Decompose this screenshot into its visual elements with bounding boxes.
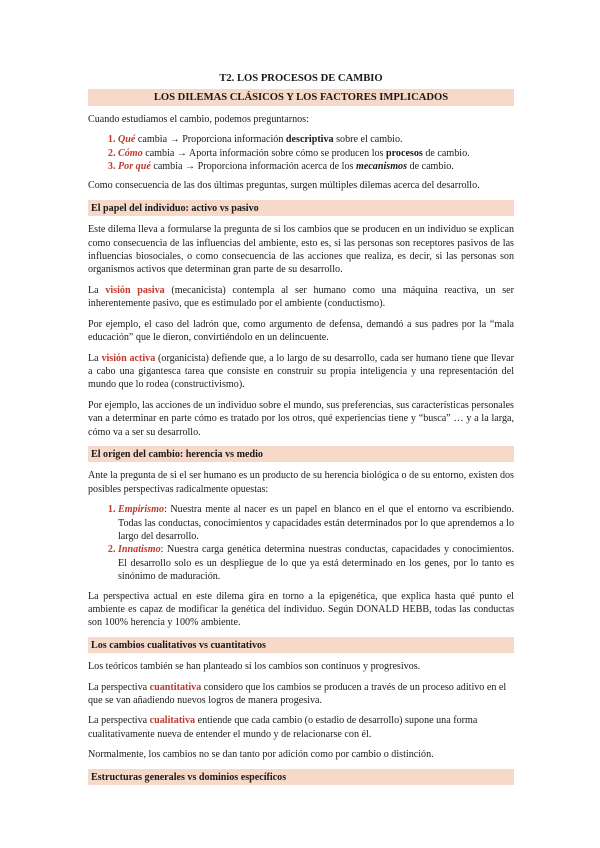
sec3-paragraph-4: Normalmente, los cambios no se dan tanto por adición como por cambio o distinción. (88, 749, 434, 761)
question-item-que: 1. Qué cambia → Proporciona información descriptiva sobre el cambio. (118, 133, 514, 146)
perspectives-list (88, 503, 514, 583)
sec1-paragraph-2: La visión pasiva (mecanicista) contempla al ser humano como una máquina reactiva, un ser inherentemente pasivo, que es estimulado por el ambiente (conductismo). (88, 284, 514, 310)
sec1-paragraph-4: La visión activa (organicista) defiende que, a lo largo de su desarrollo, cada ser humano tiene que llevar a cabo una gigantesca tarea que consiste en construir su propia inteligencia y una representación del mundo que lo rodea (constructivismo). (88, 352, 514, 391)
sec1-paragraph-1: Este dilema lleva a formularse la pregunta de si los cambios que se producen en un individuo se explican como consecuencia de las influencias del ambiente, esto es, si las personas son receptores pasivos de las influencias biosociales, o como consecuencia de las acciones que realiza, es decir, si las personas son organismos activos que determinan gran parte de su desarrollo. (88, 224, 514, 276)
perspective-item-empirismo: 1. Empirismo: Nuestra mente al nacer es un papel en blanco en el que el entorno va escribiendo. Todas las conductas, conocimientos y capacidades están determinados por lo que aprendemos a lo largo del desarrollo. (118, 503, 514, 543)
sec3-paragraph-1: Los teóricos también se han planteado si los cambios son continuos y progresivos. (88, 661, 421, 673)
perspective-item-innatismo: 2. Innatismo: Nuestra carga genética determina nuestras conductas, capacidades y conocimientos. El desarrollo solo es un despliegue de lo que ya está determinado en los genes, por lo tanto es sinónimo de maduración. (118, 543, 514, 583)
intro-paragraph: Cuando estudiamos el cambio, podemos preguntarnos: (88, 113, 309, 125)
sec2-paragraph-1: Ante la pregunta de si el ser humano es un producto de su herencia biológica o de su entorno, existen dos posibles perspectivas radicalmente opuestas: (88, 470, 514, 495)
section-heading-estructuras-dominios: Estructuras generales vs dominios específicos (88, 769, 514, 785)
document-page (88, 72, 514, 792)
section-heading-herencia-medio: El origen del cambio: herencia vs medio (88, 446, 514, 462)
section-heading-cualitativos-cuantitativos: Los cambios cualitativos vs cuantitativos (88, 637, 514, 653)
questions-list (88, 133, 514, 173)
sec2-paragraph-2: La perspectiva actual en este dilema gira en torno a la epigenética, que explica hasta qué punto el ambiente es capaz de modificar la genética del individuo. Según DONALD HEBB, todas las conductas son 100% herencia y 100% ambiente. (88, 590, 514, 629)
intro-after-paragraph: Como consecuencia de las dos últimas preguntas, surgen múltiples dilemas acerca del desarrollo. (88, 180, 480, 192)
document-title: T2. LOS PROCESOS DE CAMBIO (219, 73, 383, 84)
question-item-como: 2. Cómo cambia → Aporta información sobre cómo se producen los procesos de cambio. (118, 147, 514, 160)
question-item-por-que: 3. Por qué cambia → Proporciona información acerca de los mecanismos de cambio. (118, 160, 514, 173)
document-subtitle: LOS DILEMAS CLÁSICOS Y LOS FACTORES IMPLICADOS (88, 89, 514, 105)
sec1-paragraph-5: Por ejemplo, las acciones de un individuo sobre el mundo, sus preferencias, sus características personales van a determinar en parte cómo es tratado por los otros, qué experiencias tiene y “busca” … y a la larga, cómo va a ser su desarrollo. (88, 399, 514, 438)
sec3-paragraph-2: La perspectiva cuantitativa considero que los cambios se producen a través de un proceso aditivo en el que se van añadiendo nuevos logros de manera progesiva. (88, 681, 507, 707)
sec3-paragraph-3: La perspectiva cualitativa entiende que cada cambio (o estadio de desarrollo) supone una forma cualitativamente nueva de entender el mundo y de relacionarse con él. (88, 715, 478, 740)
sec1-paragraph-3: Por ejemplo, el caso del ladrón que, como argumento de defensa, demandó a sus padres por la “mala educación” que le dieron, convirtiéndolo en un delincuente. (88, 318, 514, 344)
section-heading-activo-pasivo: El papel del individuo: activo vs pasivo (88, 200, 514, 216)
